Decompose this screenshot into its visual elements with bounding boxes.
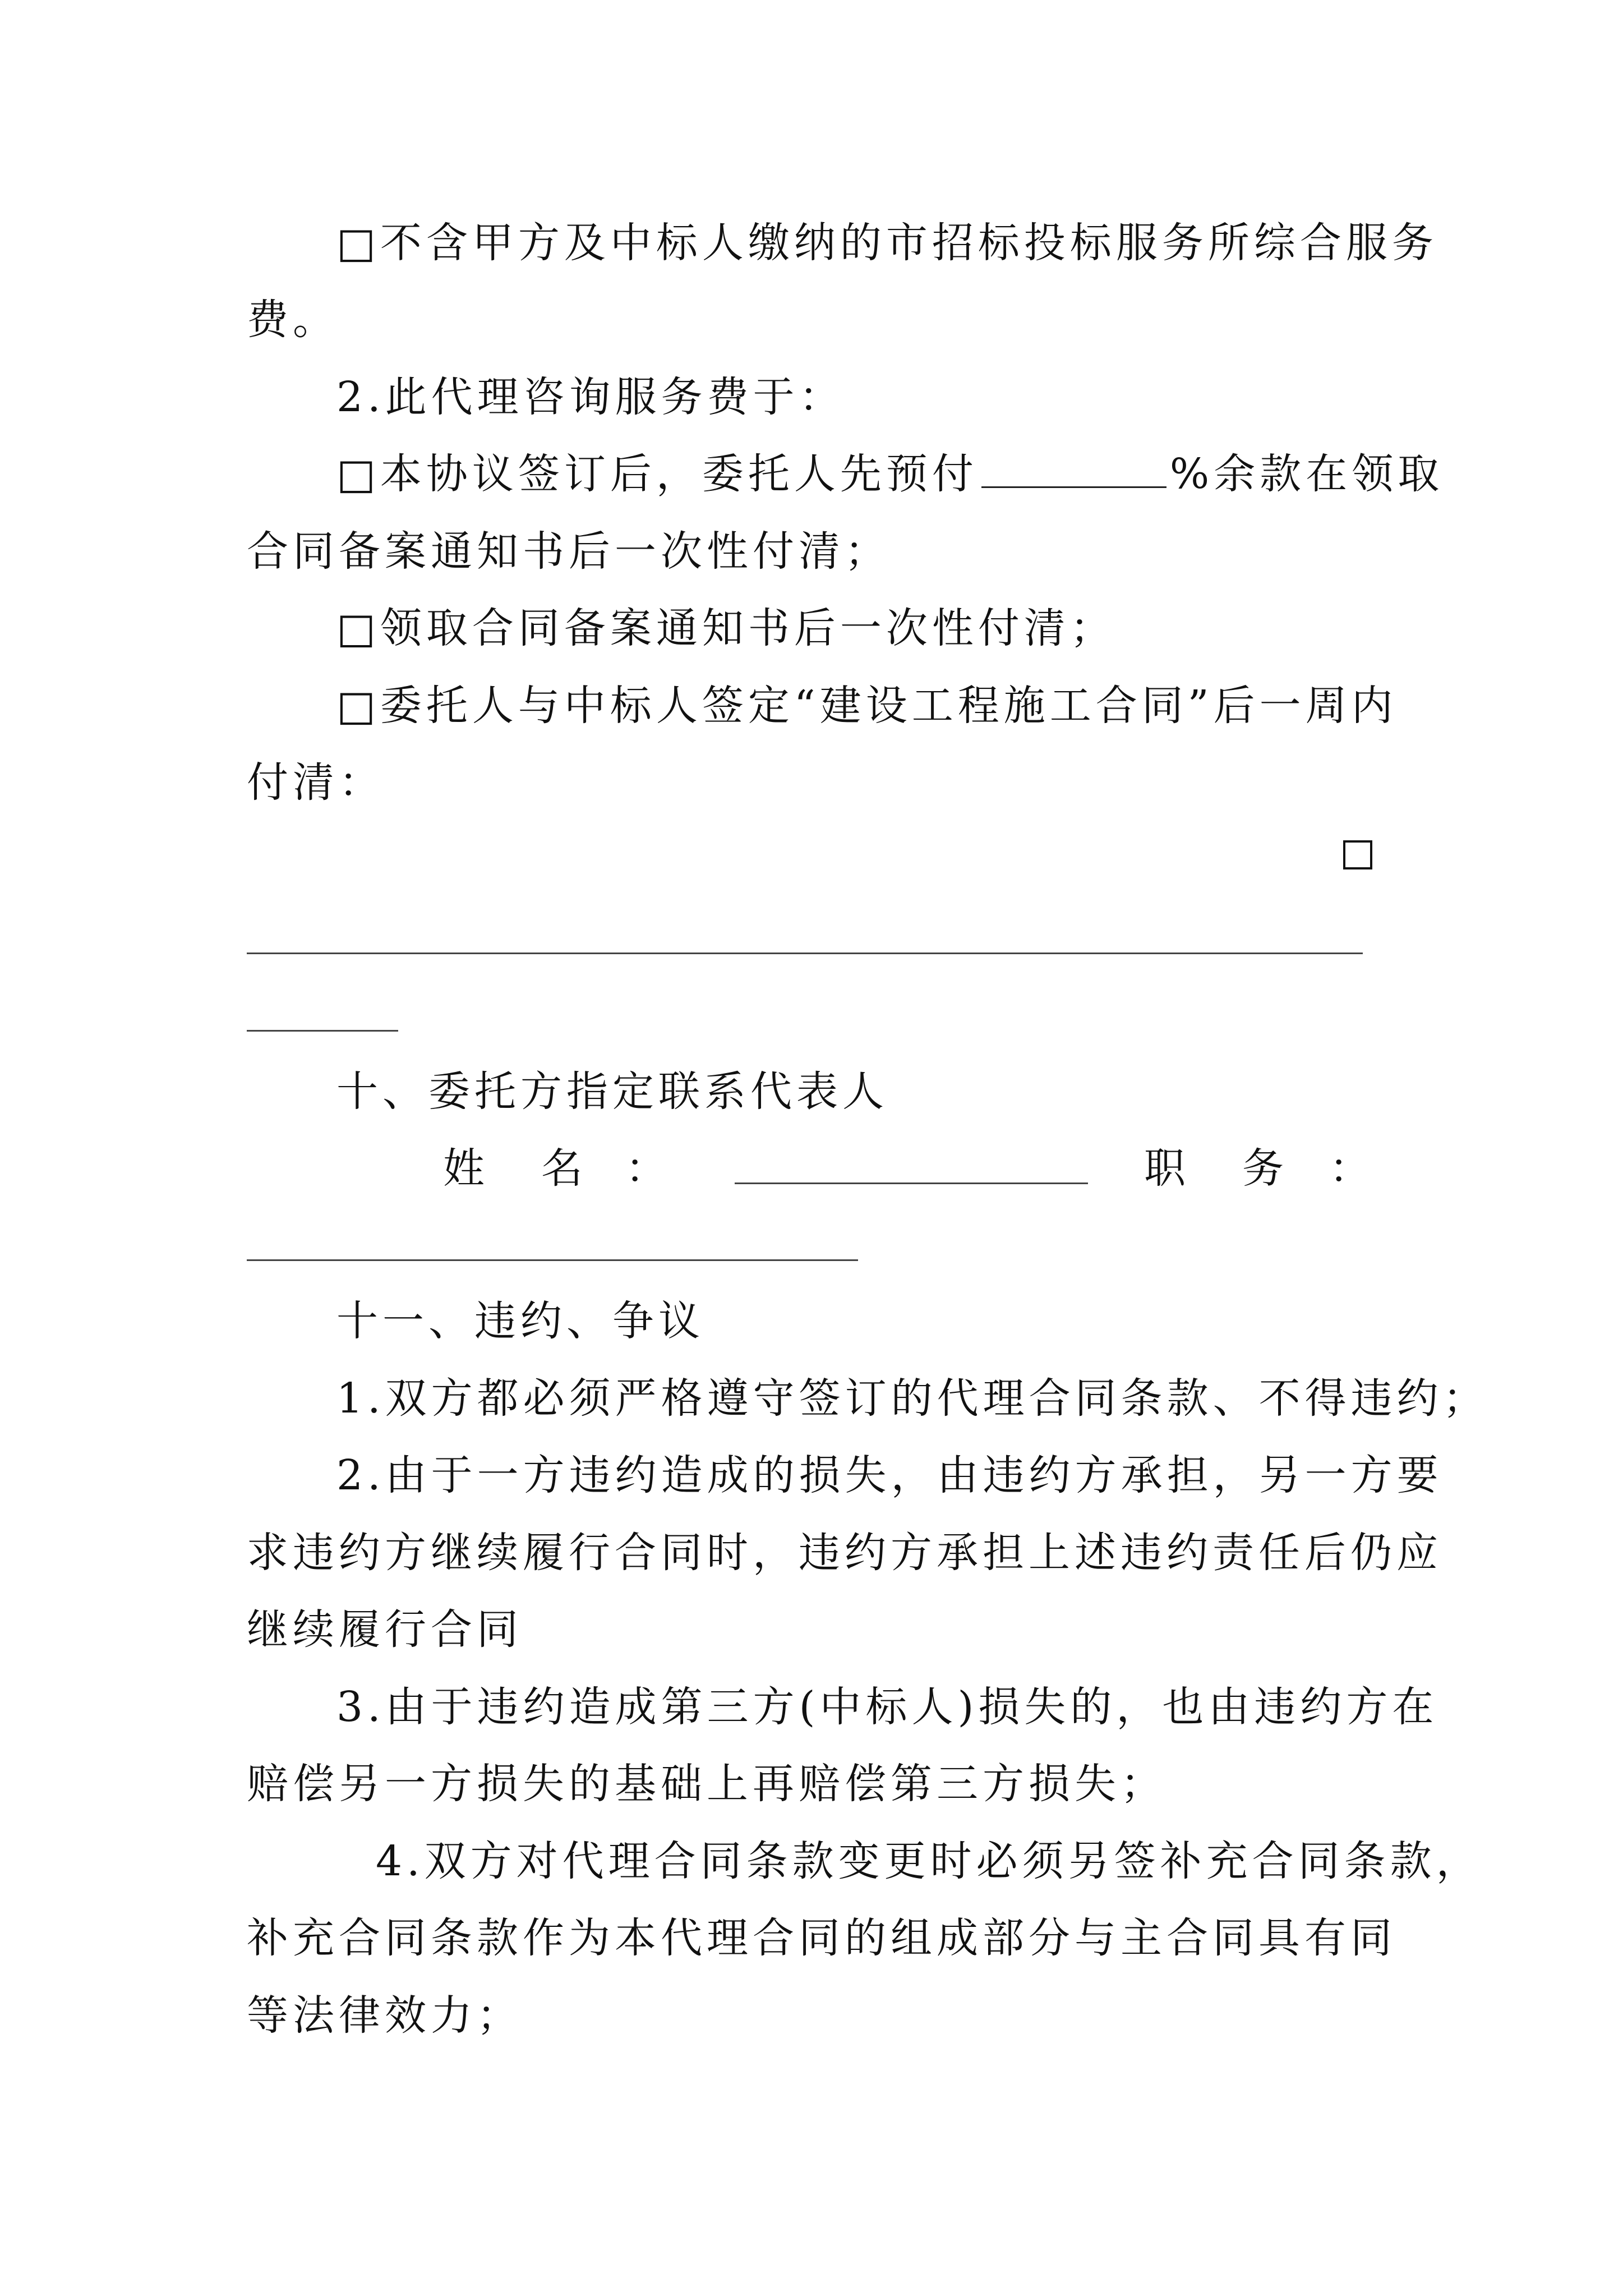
section11-item2-line1: 2.由于一方违约造成的损失，由违约方承担，另一方要 xyxy=(336,1451,1443,1499)
name-blank[interactable] xyxy=(735,1182,1088,1184)
section11-item3-line2: 赔偿另一方损失的基础上再赔偿第三方损失； xyxy=(247,1760,1166,1808)
title-label-colon: ： xyxy=(1329,1144,1375,1193)
other-option-blank-line2[interactable] xyxy=(247,1030,398,1032)
other-option-blank-line1[interactable] xyxy=(247,953,1363,954)
fee-exclude-option-line2: 费。 xyxy=(247,296,339,344)
payment-after-contract-option-line1: □委托人与中标人签定“建设工程施工合同”后一周内 xyxy=(336,682,1398,730)
name-label-char1: 姓 xyxy=(443,1144,489,1193)
section11-item4-line1: 4.双方对代理合同条款变更时必须另签补充合同条款， xyxy=(376,1837,1482,1885)
section10-heading: 十、委托方指定联系代表人 xyxy=(336,1068,888,1116)
title-label-char1: 职 xyxy=(1144,1144,1190,1193)
payment-after-contract-option-line2: 付清： xyxy=(247,758,385,807)
other-option-checkbox[interactable] xyxy=(1343,840,1372,869)
title-label-char2: 务 xyxy=(1242,1144,1288,1193)
prepay-text-b: %余款在领取 xyxy=(1169,450,1444,498)
section11-item3-line1: 3.由于违约造成第三方(中标人)损失的，也由违约方在 xyxy=(336,1683,1438,1731)
fee-exclude-option-line1: □不含甲方及中标人缴纳的市招标投标服务所综合服务 xyxy=(336,219,1438,267)
prepay-percent-blank[interactable] xyxy=(981,480,1166,488)
payment-after-notice-option: □领取合同备案通知书后一次性付清； xyxy=(336,604,1116,652)
section11-item2-line3: 继续履行合同 xyxy=(247,1605,523,1654)
section11-item2-line2: 求违约方继续履行合同时，违约方承担上述违约责任后仍应 xyxy=(247,1529,1442,1577)
payment-prepay-option-line1 xyxy=(336,447,1444,501)
payment-heading: 2.此代理咨询服务费于： xyxy=(336,373,845,421)
section11-item1: 1.双方都必须严格遵守签订的代理合同条款、不得违约； xyxy=(336,1374,1489,1423)
section11-item4-line2: 补充合同条款作为本代理合同的组成部分与主合同具有同 xyxy=(247,1914,1396,1962)
title-blank[interactable] xyxy=(247,1259,858,1261)
section11-heading: 十一、违约、争议 xyxy=(336,1297,704,1345)
prepay-text-a: □本协议签订后，委托人先预付 xyxy=(336,450,978,498)
section11-item4-line3: 等法律效力； xyxy=(247,1991,523,2040)
payment-prepay-option-line2: 合同备案通知书后一次性付清； xyxy=(247,527,891,576)
name-label-colon: ： xyxy=(625,1144,671,1193)
name-label-char2: 名 xyxy=(541,1144,587,1193)
